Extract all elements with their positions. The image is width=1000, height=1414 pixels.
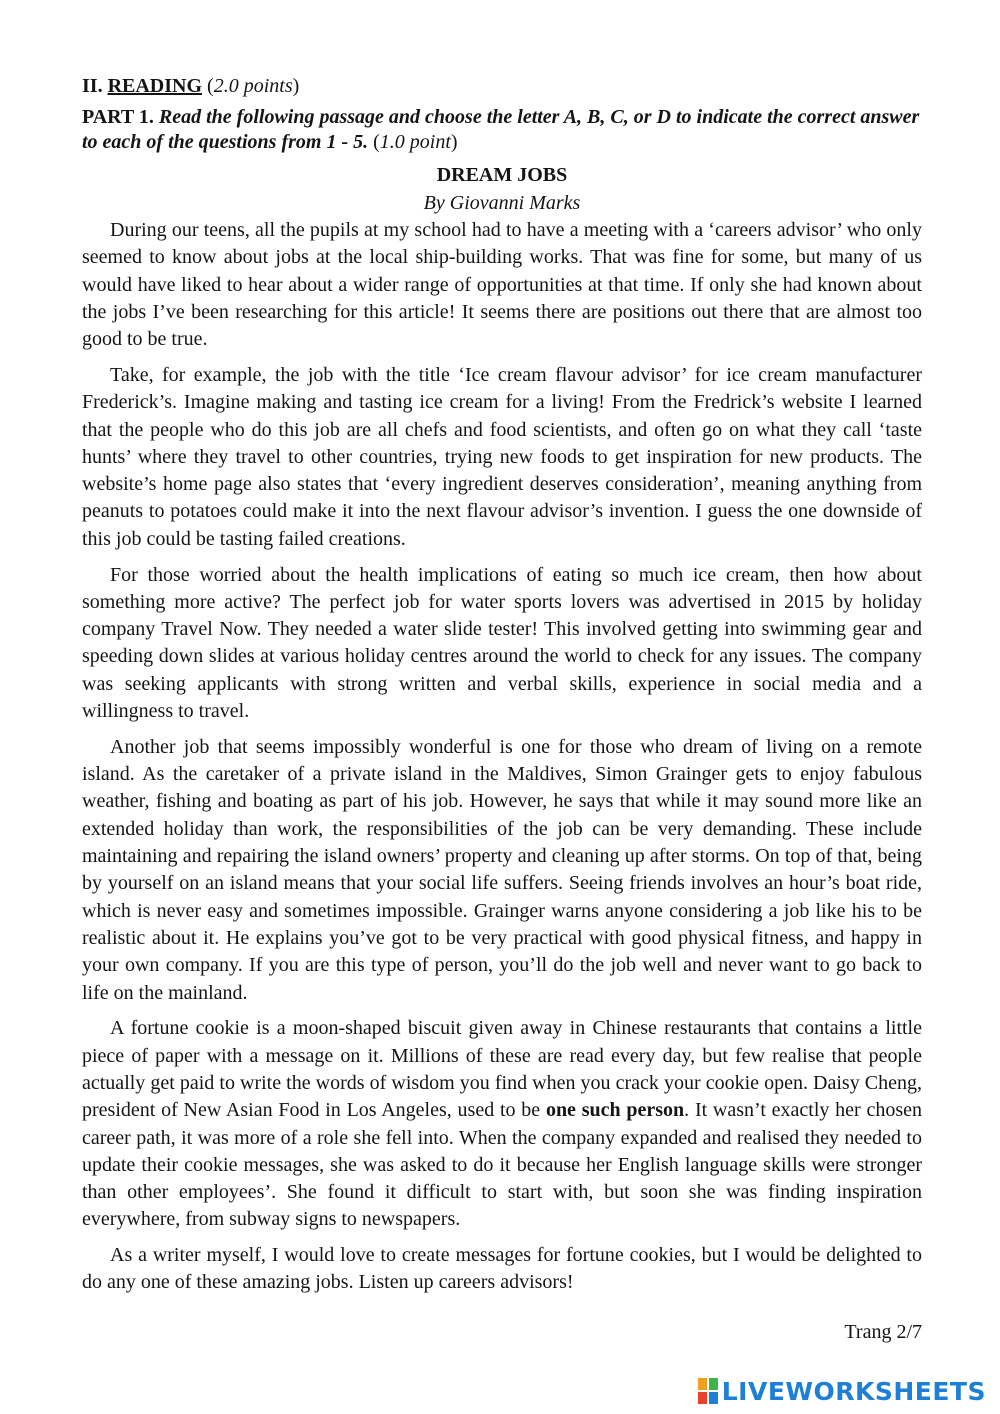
section-points: 2.0 points <box>213 75 293 97</box>
section-heading: II. READING (2.0 points) <box>82 75 300 97</box>
liveworksheets-logo-icon <box>698 1378 718 1404</box>
page-number: Trang 2/7 <box>844 1321 922 1343</box>
section-number: II. <box>82 75 103 97</box>
article-paragraph: During our teens, all the pupils at my school had to have a meeting with a ‘careers advisor’ who only seemed to know about jobs at the local ship-building works. That was fine for some, but many of us would have liked to hear about a wider range of opportunities at that time. If only she had known about the jobs I’ve been researching for this article! It seems there are positions out there that are almost too good to be true. <box>82 219 922 351</box>
part-points: 1.0 point <box>379 131 451 153</box>
article-title: DREAM JOBS <box>436 164 568 186</box>
section-title: READING <box>107 75 203 97</box>
paragraph-text: A fortune cookie is a moon-shaped biscuit given away in Chinese restaurants that contains a little piece of paper with a message on it. Millions of these are read every day, but few realise that people actually get paid to write the words of wisdom you find when you crack your cookie open. Daisy Cheng, president of New Asian Food in Los Angeles, used to be <box>82 1017 922 1122</box>
part-label: PART 1. <box>82 106 154 128</box>
part-heading: PART 1. Read the following passage and choose the letter A, B, C, or D to indicate the correct answer to each of the questions from 1 - 5. (1.0 point) <box>82 106 920 153</box>
brand-name: LIVEWORKSHEETS <box>721 1376 986 1406</box>
article-closing-paragraph: As a writer myself, I would love to create messages for fortune cookies, but I would be delighted to do any one of these amazing jobs. Listen up careers advisors! <box>82 1244 922 1294</box>
article-paragraph: Another job that seems impossibly wonderful is one for those who dream of living on a remote island. As the caretaker of a private island in the Maldives, Simon Grainger gets to enjoy fabulous weather, fishing and boating as part of his job. However, he says that while it may sound more like an extended holiday than work, the responsibilities of the job can be very demanding. These include maintaining and repairing the island owners’ property and cleaning up after storms. On top of that, being by yourself on an island means that your social life suffers. Seeing friends involves an hour’s boat ride, which is never easy and sometimes impossible. Grainger warns anyone considering a job like his to be realistic about it. He explains you’ve got to be very practical with good physical fitness, and happy in your own company. If you are this type of person, you’ll do the job well and never want to go back to life on the mainland. <box>82 735 922 1004</box>
highlighted-phrase: one such person <box>545 1099 685 1122</box>
paragraph-text: . It wasn’t exactly her chosen career path, it was more of a role she fell into. When the company expanded and realised they needed to update their cookie messages, she was asked to do it because her English language skills were stronger than other employees’. She found it difficult to start with, but soon she was finding inspiration everywhere, from subway signs to newspapers. <box>82 1099 922 1231</box>
article-paragraph: Take, for example, the job with the title ‘Ice cream flavour advisor’ for ice cream manufacturer Frederick’s. Imagine making and tasting ice cream for a living! From the Fredrick’s website I learned that the people who do this job are all chefs and food scientists, and often go on what they call ‘taste hunts’ where they travel to other countries, trying new foods to get inspiration for new products. The website’s home page also states that ‘every ingredient deserves consideration’, meaning anything from peanuts to potatoes could make it into the next flavour advisor’s invention. I guess the one downside of this job could be tasting failed creations. <box>82 363 922 550</box>
part-instruction: Read the following passage and choose the letter A, B, C, or D to indicate the correct answer to each of the questions from 1 - 5. <box>82 106 920 153</box>
article-paragraph <box>82 1015 922 1233</box>
article-byline: By Giovanni Marks <box>423 192 581 214</box>
brand-watermark[interactable] <box>698 1374 986 1408</box>
worksheet-page <box>82 72 922 1305</box>
article-paragraph: For those worried about the health implications of eating so much ice cream, then how about something more active? The perfect job for water sports lovers was advertised in 2015 by holiday company Travel Now. They needed a water slide tester! This involved getting into swimming gear and speeding down slides at various holiday centres around the world to check for any issues. The company was seeking applicants with strong written and verbal skills, experience in social media and a willingness to travel. <box>82 563 922 723</box>
